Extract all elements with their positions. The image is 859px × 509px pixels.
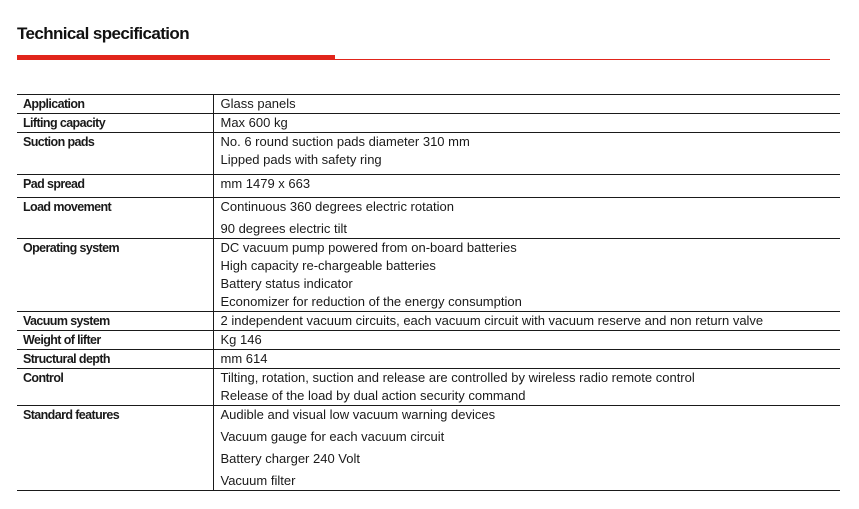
spec-label: Suction pads — [17, 133, 213, 175]
spec-row-pad-spread — [17, 175, 840, 198]
page-title: Technical specification — [17, 24, 189, 43]
spec-value — [213, 95, 840, 114]
spec-value — [213, 198, 840, 239]
spec-label: Vacuum system — [17, 312, 213, 331]
spec-label: Operating system — [17, 239, 213, 312]
spec-value-line: Audible and visual low vacuum warning devices — [220, 407, 496, 422]
spec-row-standard-features — [17, 406, 840, 491]
spec-value-line: 2 independent vacuum circuits, each vacuum circuit with vacuum reserve and non return valve — [220, 313, 764, 328]
spec-value-line: Battery charger 240 Volt — [220, 451, 360, 466]
spec-row-structural-depth — [17, 350, 840, 369]
spec-value-line: Max 600 kg — [220, 115, 288, 130]
spec-value-line: Kg 146 — [220, 332, 262, 347]
spec-value-line: Vacuum filter — [220, 473, 296, 488]
spec-row-control — [17, 369, 840, 406]
spec-value-line: Battery status indicator — [220, 276, 353, 291]
spec-value-line: No. 6 round suction pads diameter 310 mm — [220, 134, 470, 149]
spec-row-application — [17, 95, 840, 114]
spec-row-load-movement — [17, 198, 840, 239]
spec-row-suction-pads — [17, 133, 840, 175]
spec-value-line: 90 degrees electric tilt — [220, 221, 347, 236]
spec-value — [213, 369, 840, 406]
spec-label: Application — [17, 95, 213, 114]
spec-value-line: mm 614 — [220, 351, 268, 366]
spec-value — [213, 175, 840, 198]
spec-value — [213, 114, 840, 133]
spec-value-line: Vacuum gauge for each vacuum circuit — [220, 429, 445, 444]
spec-value — [213, 350, 840, 369]
spec-value — [213, 331, 840, 350]
spec-value — [213, 239, 840, 312]
title-accent-bar — [17, 55, 335, 60]
spec-row-vacuum-system — [17, 312, 840, 331]
spec-label: Control — [17, 369, 213, 406]
spec-value-line: Economizer for reduction of the energy consumption — [220, 294, 522, 309]
spec-value-line: Lipped pads with safety ring — [220, 152, 382, 167]
spec-row-weight-of-lifter — [17, 331, 840, 350]
spec-label: Structural depth — [17, 350, 213, 369]
spec-row-lifting-capacity — [17, 114, 840, 133]
spec-row-operating-system — [17, 239, 840, 312]
spec-label: Load movement — [17, 198, 213, 239]
spec-value-line: Release of the load by dual action security command — [220, 388, 526, 403]
spec-value-line: Glass panels — [220, 96, 296, 111]
spec-value — [213, 406, 840, 491]
title-rule — [335, 59, 830, 60]
spec-label: Pad spread — [17, 175, 213, 198]
spec-value-line: Continuous 360 degrees electric rotation — [220, 199, 454, 214]
spec-value-line: Tilting, rotation, suction and release are controlled by wireless radio remote control — [220, 370, 695, 385]
spec-table — [17, 94, 840, 491]
spec-value — [213, 133, 840, 175]
spec-label: Standard features — [17, 406, 213, 491]
spec-value-line: High capacity re-chargeable batteries — [220, 258, 436, 273]
spec-value-line: DC vacuum pump powered from on-board batteries — [220, 240, 517, 255]
spec-label: Weight of lifter — [17, 331, 213, 350]
spec-label: Lifting capacity — [17, 114, 213, 133]
spec-value-line: mm 1479 x 663 — [220, 176, 311, 191]
spec-value — [213, 312, 840, 331]
